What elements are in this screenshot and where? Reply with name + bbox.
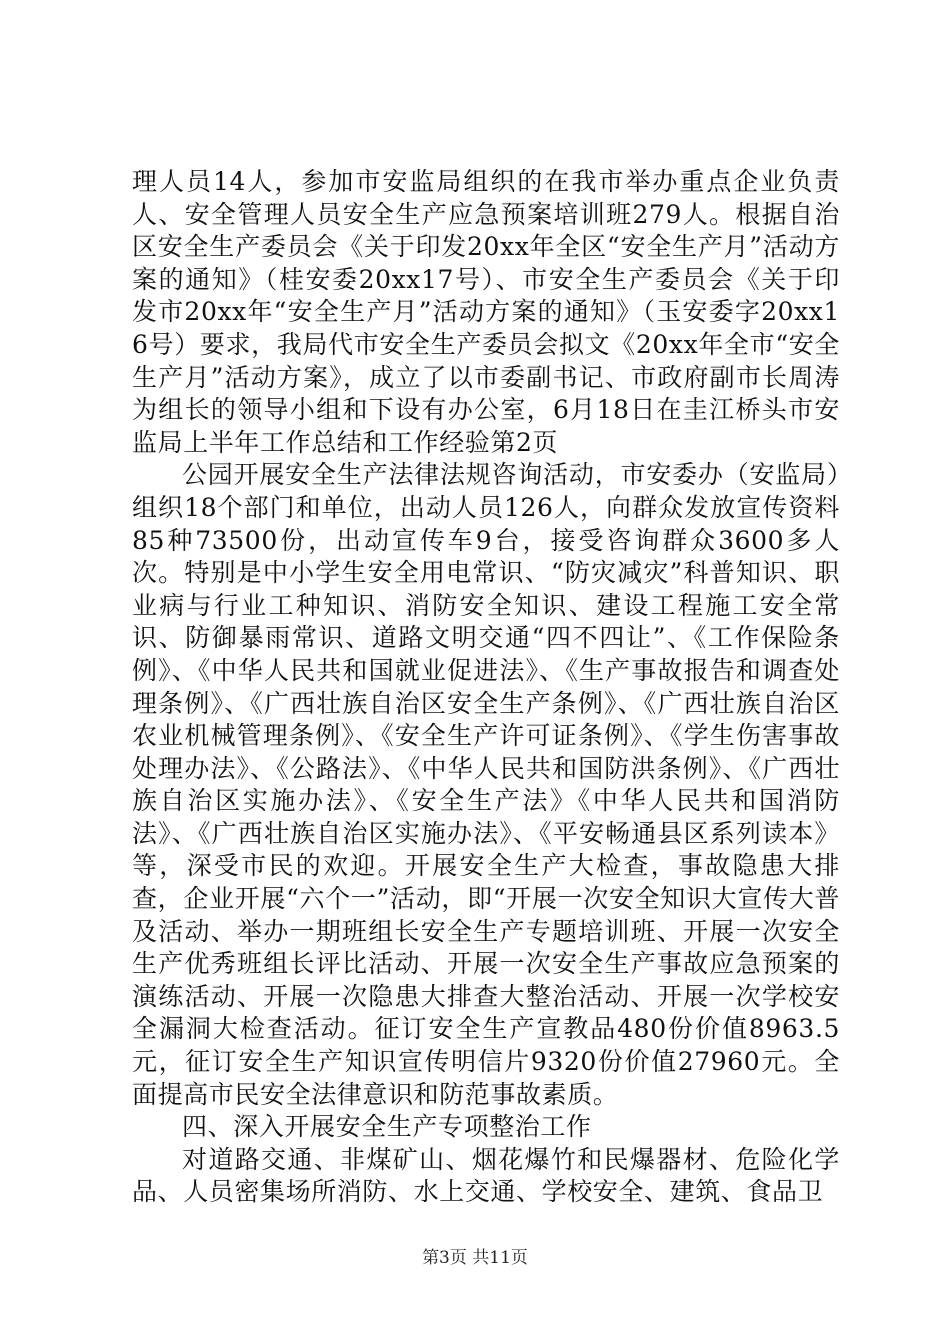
paragraph-1: 理人员14人，参加市安监局组织的在我市举办重点企业负责人、安全管理人员安全生产应急预案培训班279人。根据自治区安全生产委员会《关于印发20xx年全区“安全生产月”活动方案的通知》（桂安委20xx17号）、市安全生产委员会《关于印发市20xx年“安全生产月”活动方案的通知》（玉安委字20xx16号）要求，我局代市安全生产委员会拟文《20xx年全市“安全生产月”活动方案》，成立了以市委副书记、市政府副市长周涛为组长的领导小组和下设有办公室，6月18日在圭江桥头市安监局上半年工作总结和工作经验第2页 xyxy=(132,167,840,457)
paragraph-2: 公园开展安全生产法律法规咨询活动，市安委办（安监局）组织18个部门和单位，出动人员126人，向群众发放宣传资料85种73500份，出动宣传车9台，接受咨询群众3600多人次。特别是中小学生安全用电常识、“防灾减灾”科普知识、职业病与行业工种知识、消防安全知识、建设工程施工安全常识、防御暴雨常识、道路文明交通“四不四让”、《工作保险条例》、《中华人民共和国就业促进法》、《生产事故报告和调查处理条例》、《广西壮族自治区安全生产条例》、《广西壮族自治区农业机械管理条例》、《安全生产许可证条例》、《学生伤害事故处理办法》、《公路法》、《中华人民共和国防洪条例》、《广西壮族自治区实施办法》、《安全生产法》《中华人民共和国消防法》、《广西壮族自治区实施办法》、《平安畅通县区系列读本》等，深受市民的欢迎。开展安全生产大检查，事故隐患大排查，企业开展“六个一”活动，即“开展一次安全知识大宣传大普及活动、举办一期班组长安全生产专题培训班、开展一次安全生产优秀班组长评比活动、开展一次安全生产事故应急预案的演练活动、开展一次隐患大排查大整治活动、开展一次学校安全漏洞大检查活动。征订安全生产宣教品480份价值8963.5元，征订安全生产知识宣传明信片9320份价值27960元。全面提高市民安全法律意识和防范事故素质。 xyxy=(132,460,840,1109)
document-body xyxy=(132,166,840,1209)
paragraph-3: 对道路交通、非煤矿山、烟花爆竹和民爆器材、危险化学品、人员密集场所消防、水上交通、学校安全、建筑、食品卫 xyxy=(132,1144,840,1207)
section-heading: 四、深入开展安全生产专项整治工作 xyxy=(182,1112,592,1142)
page-footer: 第3页 共11页 xyxy=(422,1248,528,1268)
